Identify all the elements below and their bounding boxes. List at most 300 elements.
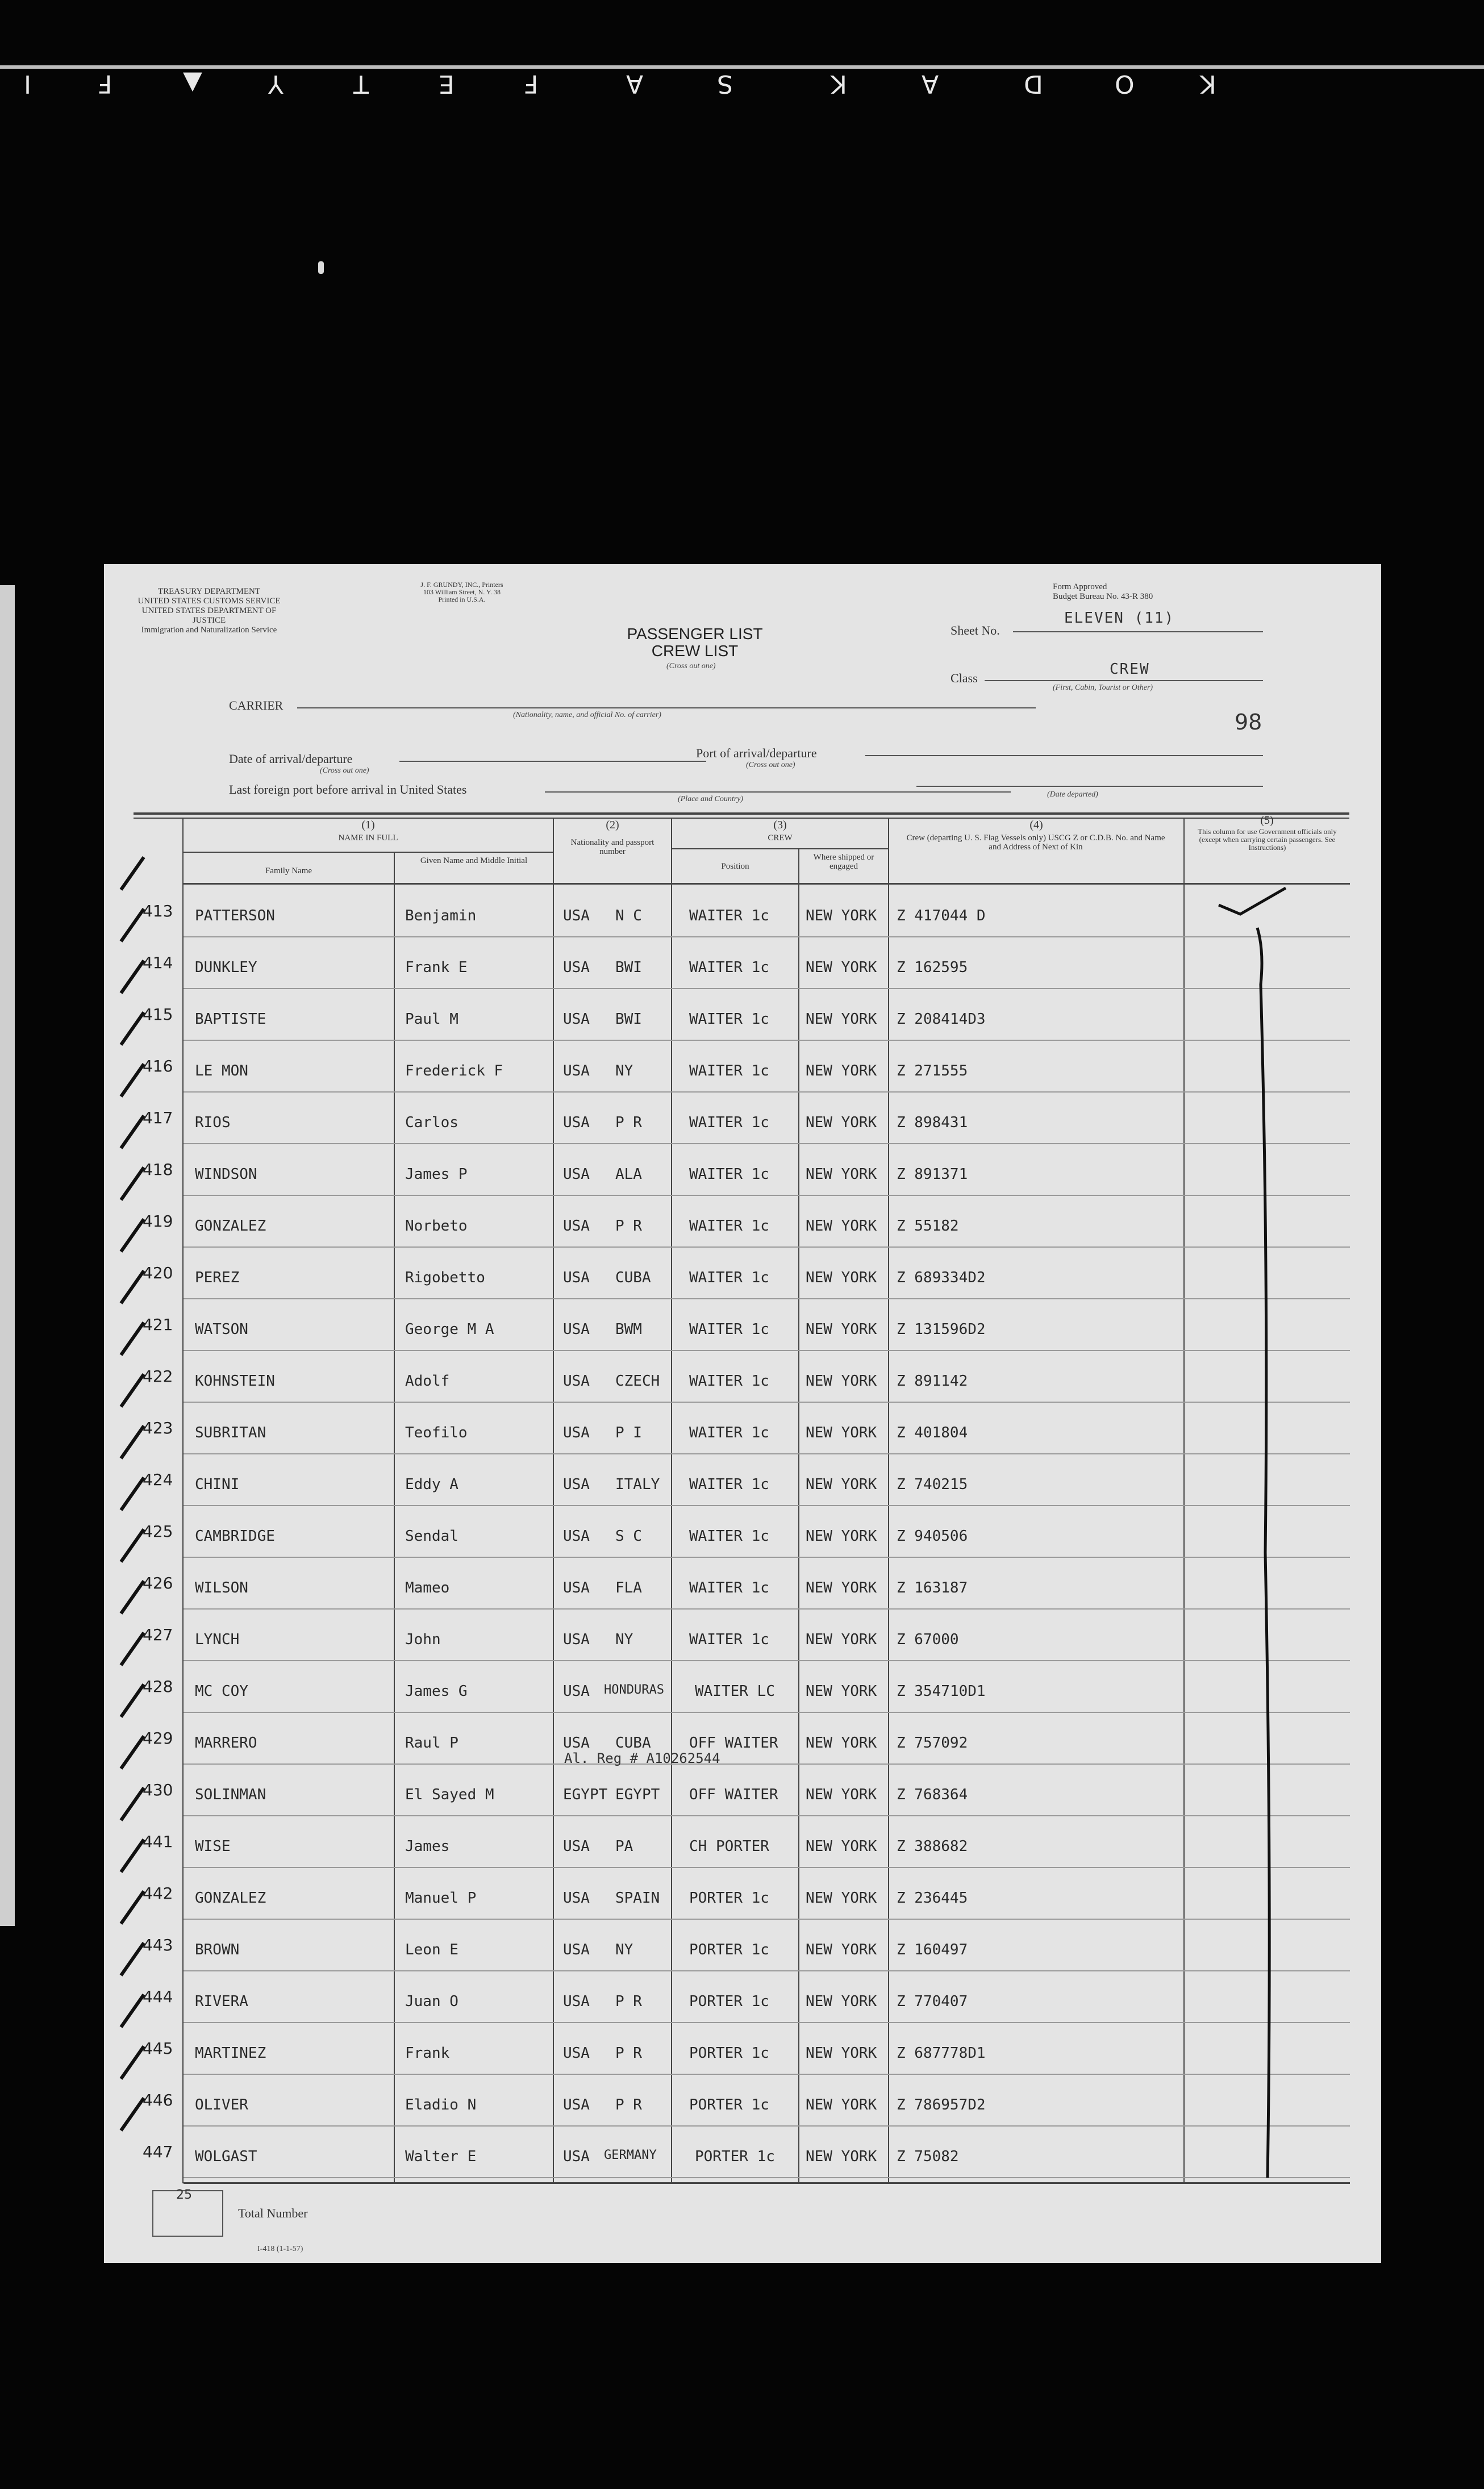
- position-cell: WAITER 1c: [689, 1011, 769, 1028]
- film-letter: O: [1114, 69, 1135, 98]
- film-letter: F: [523, 69, 539, 98]
- nationality-cell: USA: [563, 2045, 590, 2062]
- z-number-cell: Z 687778D1: [897, 2045, 986, 2062]
- passport-cell: S C: [615, 1528, 642, 1545]
- table-row: [104, 1765, 1381, 1816]
- given-name-cell: Paul M: [405, 1011, 458, 1028]
- z-number-cell: Z 271555: [897, 1062, 968, 1079]
- position-cell: PORTER 1c: [689, 1993, 769, 2010]
- passport-cell: BWI: [615, 959, 642, 976]
- given-name-cell: Manuel P: [405, 1890, 477, 1907]
- col3-title: CREW: [768, 833, 793, 843]
- place-caption: (Place and Country): [678, 795, 744, 803]
- z-number-cell: Z 786957D2: [897, 2096, 986, 2113]
- position-cell: WAITER 1c: [689, 1269, 769, 1286]
- film-edge: [0, 0, 1484, 114]
- position-cell: WAITER 1c: [689, 1166, 769, 1183]
- family-name-cell: CAMBRIDGE: [195, 1528, 275, 1545]
- passport-cell: NY: [615, 1062, 633, 1079]
- where-shipped-cell: NEW YORK: [806, 1631, 877, 1648]
- page-number: 98: [1235, 710, 1262, 735]
- family-name-cell: WINDSON: [195, 1166, 257, 1183]
- nationality-cell: USA: [563, 959, 590, 976]
- line-number: 428: [143, 1677, 173, 1696]
- col2-title: Nationality and passport number: [570, 838, 655, 856]
- given-name-cell: Eladio N: [405, 2096, 477, 2113]
- nationality-cell: USA: [563, 1476, 590, 1493]
- position-cell: WAITER LC: [695, 1683, 775, 1700]
- family-name-cell: RIVERA: [195, 1993, 248, 2010]
- z-number-cell: Z 131596D2: [897, 1321, 986, 1338]
- table-row: [104, 1144, 1381, 1196]
- form-approved-line: Budget Bureau No. 43-R 380: [1053, 592, 1153, 601]
- position-cell: WAITER 1c: [689, 1528, 769, 1545]
- table-top-rule: [134, 812, 1349, 815]
- position-cell: WAITER 1c: [689, 1321, 769, 1338]
- line-number: 416: [143, 1057, 173, 1075]
- family-name-cell: KOHNSTEIN: [195, 1373, 275, 1390]
- line-number: 425: [143, 1522, 173, 1541]
- agency-line: TREASURY DEPARTMENT: [157, 587, 261, 596]
- family-name-cell: GONZALEZ: [195, 1890, 266, 1907]
- given-name-cell: Raul P: [405, 1735, 458, 1752]
- check-tick-icon: [120, 856, 145, 891]
- where-shipped-cell: NEW YORK: [806, 2096, 877, 2113]
- where-shipped-cell: NEW YORK: [806, 1683, 877, 1700]
- where-shipped-cell: NEW YORK: [806, 1786, 877, 1803]
- passport-cell: P R: [615, 2045, 642, 2062]
- nationality-cell: USA: [563, 907, 590, 924]
- printer-line: J. F. GRUNDY, INC., Printers: [420, 581, 503, 589]
- position-cell: WAITER 1c: [689, 1114, 769, 1131]
- film-letter: T: [352, 69, 369, 98]
- col4-number: (4): [1029, 819, 1043, 831]
- col-position: Position: [721, 862, 749, 871]
- crew-list-form: [104, 564, 1381, 2263]
- family-name-cell: PATTERSON: [195, 907, 275, 924]
- table-row: [104, 1299, 1381, 1351]
- col1-title: NAME IN FULL: [338, 833, 398, 843]
- last-port-line: [545, 791, 1011, 793]
- where-shipped-cell: NEW YORK: [806, 2045, 877, 2062]
- total-number-box: [152, 2190, 223, 2237]
- given-name-cell: Teofilo: [405, 1424, 468, 1441]
- port-label: Port of arrival/departure: [696, 746, 817, 760]
- where-shipped-cell: NEW YORK: [806, 1321, 877, 1338]
- col-given-name: Given Name and Middle Initial: [420, 856, 528, 865]
- family-name-cell: MC COY: [195, 1683, 248, 1700]
- position-cell: CH PORTER: [689, 1838, 769, 1855]
- table-bottom-rule: [184, 2182, 1350, 2184]
- table-row: [104, 1351, 1381, 1403]
- class-value: CREW: [1110, 661, 1150, 678]
- film-letter: A: [625, 69, 644, 98]
- line-number: 446: [143, 2091, 173, 2109]
- line-number: 422: [143, 1367, 173, 1386]
- passport-cell: P R: [615, 1218, 642, 1235]
- z-number-cell: Z 940506: [897, 1528, 968, 1545]
- family-name-cell: GONZALEZ: [195, 1218, 266, 1235]
- film-edge-lettering: [0, 69, 1484, 109]
- z-number-cell: Z 388682: [897, 1838, 968, 1855]
- col3-number: (3): [773, 819, 787, 831]
- alien-registration-note: Al. Reg # A10262544: [564, 1750, 720, 1766]
- table-row: [104, 937, 1381, 989]
- passport-cell: P I: [615, 1424, 642, 1441]
- where-shipped-cell: NEW YORK: [806, 1528, 877, 1545]
- line-number: 442: [143, 1884, 173, 1903]
- where-shipped-cell: NEW YORK: [806, 1941, 877, 1958]
- carrier-line: [297, 707, 1036, 708]
- film-letter: ▲: [182, 69, 202, 98]
- table-row: [104, 1248, 1381, 1299]
- where-shipped-cell: NEW YORK: [806, 1218, 877, 1235]
- table-row: [104, 1868, 1381, 1920]
- position-cell: WAITER 1c: [689, 1424, 769, 1441]
- z-number-cell: Z 160497: [897, 1941, 968, 1958]
- table-row: [104, 1661, 1381, 1713]
- port-line: [865, 755, 1263, 756]
- film-letter: E: [437, 69, 455, 98]
- passport-cell: P R: [615, 1114, 642, 1131]
- line-number: 420: [143, 1264, 173, 1282]
- position-cell: PORTER 1c: [695, 2148, 775, 2165]
- table-row: [104, 1816, 1381, 1868]
- col-where-shipped: Where shipped or engaged: [813, 853, 874, 871]
- z-number-cell: Z 236445: [897, 1890, 968, 1907]
- where-shipped-cell: NEW YORK: [806, 1476, 877, 1493]
- given-name-cell: George M A: [405, 1321, 494, 1338]
- passport-cell: NY: [615, 1941, 633, 1958]
- line-number: 445: [143, 2039, 173, 2058]
- line-number: 418: [143, 1160, 173, 1179]
- name-subheader-rule: [184, 852, 554, 853]
- line-number: 441: [143, 1832, 173, 1851]
- position-cell: PORTER 1c: [689, 1890, 769, 1907]
- family-name-cell: WATSON: [195, 1321, 248, 1338]
- nationality-cell: USA: [563, 2096, 590, 2113]
- z-number-cell: Z 75082: [897, 2148, 959, 2165]
- given-name-cell: James P: [405, 1166, 468, 1183]
- given-name-cell: James: [405, 1838, 450, 1855]
- table-row: [104, 1403, 1381, 1454]
- given-name-cell: Rigobetto: [405, 1269, 485, 1286]
- passport-cell: CUBA: [615, 1735, 651, 1752]
- z-number-cell: Z 162595: [897, 959, 968, 976]
- position-cell: WAITER 1c: [689, 1218, 769, 1235]
- nationality-cell: USA: [563, 1735, 590, 1752]
- z-number-cell: Z 898431: [897, 1114, 968, 1131]
- nationality-cell: USA: [563, 1993, 590, 2010]
- z-number-cell: Z 891142: [897, 1373, 968, 1390]
- crew-subheader-rule: [672, 848, 889, 849]
- where-shipped-cell: NEW YORK: [806, 907, 877, 924]
- col5-title: This column for use Government officials only (except when carrying certain passengers. See Instructions): [1198, 827, 1337, 852]
- position-cell: PORTER 1c: [689, 2045, 769, 2062]
- carrier-caption: (Nationality, name, and official No. of carrier): [513, 711, 661, 719]
- class-line: [985, 680, 1263, 681]
- nationality-cell: USA: [563, 1373, 590, 1390]
- position-cell: WAITER 1c: [689, 907, 769, 924]
- total-number-label: Total Number: [238, 2206, 308, 2220]
- where-shipped-cell: NEW YORK: [806, 1424, 877, 1441]
- total-number-value: 25: [176, 2188, 192, 2202]
- passport-cell: SPAIN: [615, 1890, 660, 1907]
- given-name-cell: Walter E: [405, 2148, 477, 2165]
- where-shipped-cell: NEW YORK: [806, 1166, 877, 1183]
- passport-cell: GERMANY: [604, 2148, 657, 2162]
- nationality-cell: USA: [563, 1218, 590, 1235]
- header-bottom-rule: [184, 883, 1350, 885]
- passport-cell: FLA: [615, 1579, 642, 1596]
- where-shipped-cell: NEW YORK: [806, 2148, 877, 2165]
- last-port-label: Last foreign port before arrival in United States: [229, 782, 467, 797]
- passport-cell: CUBA: [615, 1269, 651, 1286]
- position-cell: PORTER 1c: [689, 2096, 769, 2113]
- col5-number: (5): [1260, 814, 1274, 827]
- family-name-cell: WISE: [195, 1838, 231, 1855]
- family-name-cell: BAPTISTE: [195, 1011, 266, 1028]
- carrier-label: CARRIER: [229, 698, 284, 712]
- table-row: [104, 1920, 1381, 1971]
- given-name-cell: Carlos: [405, 1114, 458, 1131]
- position-cell: WAITER 1c: [689, 1373, 769, 1390]
- film-mark: [318, 261, 324, 274]
- table-row: [104, 1713, 1381, 1765]
- sheet-no-label: Sheet No.: [951, 623, 1000, 637]
- family-name-cell: OLIVER: [195, 2096, 248, 2113]
- given-name-cell: Leon E: [405, 1941, 458, 1958]
- arrival-caption: (Cross out one): [320, 766, 369, 775]
- sheet-no-line: [1013, 631, 1263, 632]
- port-caption: (Cross out one): [746, 761, 795, 769]
- passport-cell: CZECH: [615, 1373, 660, 1390]
- film-letter: S: [716, 69, 733, 98]
- given-name-cell: Frank: [405, 2045, 450, 2062]
- position-cell: PORTER 1c: [689, 1941, 769, 1958]
- check-mark-icon: [1219, 888, 1286, 914]
- nationality-cell: USA: [563, 1424, 590, 1441]
- family-name-cell: BROWN: [195, 1941, 240, 1958]
- z-number-cell: Z 208414D3: [897, 1011, 986, 1028]
- line-number: 427: [143, 1625, 173, 1644]
- col4-title: Crew (departing U. S. Flag Vessels only) USCG Z or C.D.B. No. and Name and Address of Next of Kin: [906, 833, 1165, 852]
- where-shipped-cell: NEW YORK: [806, 1373, 877, 1390]
- nationality-cell: USA: [563, 1631, 590, 1648]
- vertical-check-line: [1257, 928, 1269, 2178]
- where-shipped-cell: NEW YORK: [806, 1890, 877, 1907]
- film-edge-line: [0, 65, 1484, 69]
- table-row: [104, 1196, 1381, 1248]
- given-name-cell: Norbeto: [405, 1218, 468, 1235]
- passport-cell: NY: [615, 1631, 633, 1648]
- film-letter: Y: [267, 69, 284, 98]
- given-name-cell: Sendal: [405, 1528, 458, 1545]
- form-code: I-418 (1-1-57): [257, 2245, 303, 2253]
- given-name-cell: John: [405, 1631, 441, 1648]
- passport-cell: ALA: [615, 1166, 642, 1183]
- passport-cell: N C: [615, 907, 642, 924]
- title-passenger-list: PASSENGER LIST: [627, 625, 763, 643]
- nationality-cell: USA: [563, 1114, 590, 1131]
- position-cell: WAITER 1c: [689, 1631, 769, 1648]
- film-letter: A: [920, 69, 939, 98]
- z-number-cell: Z 67000: [897, 1631, 959, 1648]
- nationality-cell: USA: [563, 2148, 590, 2165]
- given-name-cell: Frederick F: [405, 1062, 503, 1079]
- position-cell: WAITER 1c: [689, 1062, 769, 1079]
- arrival-label: Date of arrival/departure: [229, 752, 353, 766]
- where-shipped-cell: NEW YORK: [806, 1114, 877, 1131]
- family-name-cell: CHINI: [195, 1476, 240, 1493]
- passport-cell: BWM: [615, 1321, 642, 1338]
- passport-cell: PA: [615, 1838, 633, 1855]
- line-number: 417: [143, 1108, 173, 1127]
- line-number: 413: [143, 902, 173, 920]
- table-row: [104, 1558, 1381, 1610]
- z-number-cell: Z 891371: [897, 1166, 968, 1183]
- family-name-cell: LE MON: [195, 1062, 248, 1079]
- line-number: 447: [143, 2142, 173, 2161]
- given-name-cell: James G: [405, 1683, 468, 1700]
- given-name-cell: Eddy A: [405, 1476, 458, 1493]
- agency-line: UNITED STATES CUSTOMS SERVICE: [137, 597, 281, 606]
- z-number-cell: Z 770407: [897, 1993, 968, 2010]
- line-number: 414: [143, 953, 173, 972]
- class-caption: (First, Cabin, Tourist or Other): [1053, 683, 1153, 692]
- table-row: [104, 2127, 1381, 2178]
- passport-cell: BWI: [615, 1011, 642, 1028]
- nationality-cell: USA: [563, 1062, 590, 1079]
- official-check-stroke: [1218, 871, 1320, 2189]
- col-family-name: Family Name: [265, 866, 312, 875]
- table-row: [104, 1454, 1381, 1506]
- film-side-strip: [0, 585, 15, 1926]
- z-number-cell: Z 354710D1: [897, 1683, 986, 1700]
- nationality-cell: USA: [563, 1838, 590, 1855]
- where-shipped-cell: NEW YORK: [806, 1269, 877, 1286]
- nationality-cell: USA: [563, 1579, 590, 1596]
- given-name-cell: El Sayed M: [405, 1786, 494, 1803]
- film-letter: I: [23, 69, 31, 98]
- z-number-cell: Z 757092: [897, 1735, 968, 1752]
- arrival-line: [399, 761, 706, 762]
- position-cell: WAITER 1c: [689, 1579, 769, 1596]
- row-divider: [184, 2177, 1350, 2178]
- table-row: [104, 2075, 1381, 2127]
- passport-cell: HONDURAS: [604, 1683, 664, 1697]
- col2-number: (2): [606, 819, 619, 831]
- line-number: 444: [143, 1987, 173, 2006]
- date-departed-line: [916, 786, 1263, 787]
- position-cell: WAITER 1c: [689, 959, 769, 976]
- table-row: [104, 989, 1381, 1041]
- given-name-cell: Mameo: [405, 1579, 450, 1596]
- sheet-no-value: ELEVEN (11): [1064, 610, 1175, 627]
- where-shipped-cell: NEW YORK: [806, 1993, 877, 2010]
- passport-cell: EGYPT: [615, 1786, 660, 1803]
- passport-cell: ITALY: [615, 1476, 660, 1493]
- nationality-cell: USA: [563, 1890, 590, 1907]
- line-number: 415: [143, 1005, 173, 1024]
- line-number: 426: [143, 1574, 173, 1592]
- family-name-cell: SOLINMAN: [195, 1786, 266, 1803]
- family-name-cell: WOLGAST: [195, 2148, 257, 2165]
- col1-number: (1): [361, 819, 375, 831]
- given-name-cell: Frank E: [405, 959, 468, 976]
- form-approved-line: Form Approved: [1053, 582, 1107, 591]
- where-shipped-cell: NEW YORK: [806, 1838, 877, 1855]
- agency-line: Immigration and Naturalization Service: [141, 626, 277, 635]
- line-number: 430: [143, 1781, 173, 1799]
- nationality-cell: USA: [563, 1321, 590, 1338]
- family-name-cell: WILSON: [195, 1579, 248, 1596]
- table-row: [104, 1041, 1381, 1093]
- z-number-cell: Z 401804: [897, 1424, 968, 1441]
- nationality-cell: USA: [563, 1269, 590, 1286]
- position-cell: WAITER 1c: [689, 1476, 769, 1493]
- film-letter: D: [1023, 69, 1043, 98]
- z-number-cell: Z 163187: [897, 1579, 968, 1596]
- position-cell: OFF WAITER: [689, 1786, 778, 1803]
- line-number: 421: [143, 1315, 173, 1334]
- printer-line: 103 William Street, N. Y. 38: [423, 588, 501, 596]
- family-name-cell: LYNCH: [195, 1631, 240, 1648]
- agency-block: [127, 587, 291, 635]
- passport-cell: P R: [615, 2096, 642, 2113]
- position-cell: OFF WAITER: [689, 1735, 778, 1752]
- z-number-cell: Z 417044 D: [897, 907, 986, 924]
- family-name-cell: PEREZ: [195, 1269, 240, 1286]
- film-letter: K: [829, 69, 847, 98]
- title-crew-list: CREW LIST: [651, 642, 739, 660]
- nationality-cell: USA: [563, 1528, 590, 1545]
- z-number-cell: Z 55182: [897, 1218, 959, 1235]
- family-name-cell: RIOS: [195, 1114, 231, 1131]
- film-letter: K: [1199, 69, 1216, 98]
- where-shipped-cell: NEW YORK: [806, 959, 877, 976]
- where-shipped-cell: NEW YORK: [806, 1579, 877, 1596]
- title-caption: (Cross out one): [666, 662, 716, 670]
- z-number-cell: Z 768364: [897, 1786, 968, 1803]
- given-name-cell: Benjamin: [405, 907, 477, 924]
- nationality-cell: USA: [563, 1683, 590, 1700]
- z-number-cell: Z 689334D2: [897, 1269, 986, 1286]
- given-name-cell: Juan O: [405, 1993, 458, 2010]
- table-row: [104, 886, 1381, 937]
- where-shipped-cell: NEW YORK: [806, 1062, 877, 1079]
- line-number: 424: [143, 1470, 173, 1489]
- table-row: [104, 1971, 1381, 2023]
- nationality-cell: EGYPT: [563, 1786, 608, 1803]
- nationality-cell: USA: [563, 1166, 590, 1183]
- given-name-cell: Adolf: [405, 1373, 450, 1390]
- z-number-cell: Z 740215: [897, 1476, 968, 1493]
- agency-line: UNITED STATES DEPARTMENT OF JUSTICE: [141, 606, 277, 625]
- line-number: 443: [143, 1936, 173, 1954]
- passport-cell: P R: [615, 1993, 642, 2010]
- where-shipped-cell: NEW YORK: [806, 1735, 877, 1752]
- where-shipped-cell: NEW YORK: [806, 1011, 877, 1028]
- nationality-cell: USA: [563, 1011, 590, 1028]
- family-name-cell: MARTINEZ: [195, 2045, 266, 2062]
- table-row: [104, 1506, 1381, 1558]
- date-departed-caption: (Date departed): [1047, 790, 1098, 799]
- form-approved-block: [1053, 582, 1200, 602]
- family-name-cell: MARRERO: [195, 1735, 257, 1752]
- table-row: [104, 2023, 1381, 2075]
- film-letter: F: [97, 69, 112, 98]
